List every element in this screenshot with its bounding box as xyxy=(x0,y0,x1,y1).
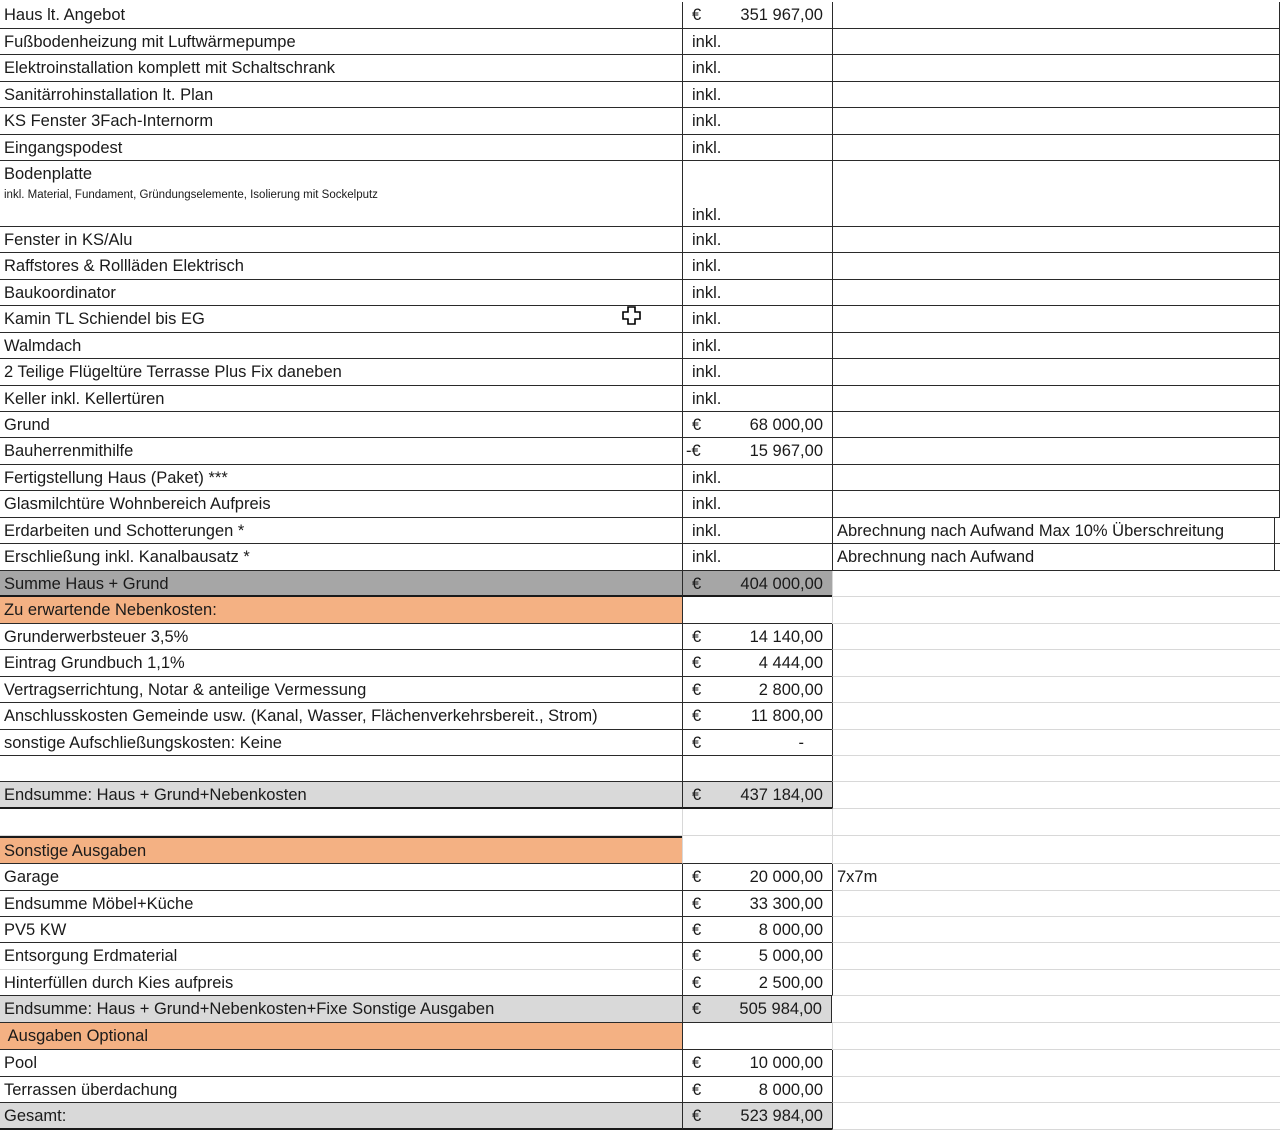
currency-cell[interactable]: € xyxy=(682,970,712,996)
note-cell[interactable] xyxy=(832,624,1280,650)
label-cell[interactable]: Glasmilchtüre Wohnbereich Aufpreis xyxy=(4,495,271,513)
label-cell[interactable]: Elektroinstallation komplett mit Schaltschrank xyxy=(4,59,336,77)
amount-cell[interactable] xyxy=(682,756,832,782)
table-row xyxy=(0,253,1280,280)
table-row xyxy=(0,29,1280,55)
amount-cell[interactable]: 14 140,00 xyxy=(712,624,832,650)
amount-cell[interactable]: inkl. xyxy=(682,491,832,517)
table-row xyxy=(0,108,1280,135)
section-header-row xyxy=(0,1023,1280,1050)
note-cell[interactable]: 7x7m xyxy=(832,864,1280,891)
table-row xyxy=(0,677,1280,703)
amount-cell[interactable]: 11 800,00 xyxy=(712,703,832,730)
note-cell[interactable]: Abrechnung nach Aufwand xyxy=(832,544,1275,570)
note-cell[interactable] xyxy=(832,2,1280,28)
note-cell[interactable] xyxy=(832,917,1280,943)
label-cell[interactable]: Fußbodenheizung mit Luftwärmepumpe xyxy=(4,33,296,51)
empty-row xyxy=(0,809,1280,836)
empty-row xyxy=(0,756,1280,782)
excel-cross-cursor-icon xyxy=(621,305,643,327)
label-cell[interactable] xyxy=(0,809,682,836)
amount-cell[interactable]: inkl. xyxy=(682,386,832,411)
note-cell[interactable] xyxy=(832,253,1280,279)
table-row xyxy=(0,227,1280,253)
label-cell[interactable]: Erdarbeiten und Schotterungen * xyxy=(4,522,245,540)
note-cell[interactable] xyxy=(832,756,1280,782)
note-cell[interactable] xyxy=(832,891,1280,917)
note-cell[interactable] xyxy=(832,597,1280,624)
note-cell[interactable] xyxy=(832,1023,1280,1050)
label-subtext: inkl. Material, Fundament, Gründungselemente, Isolierung mit Sockelputz xyxy=(4,189,378,201)
table-row xyxy=(0,703,1280,730)
amount-cell[interactable]: inkl. xyxy=(682,82,832,107)
note-cell[interactable] xyxy=(832,1077,1280,1103)
amount-cell[interactable] xyxy=(682,809,832,836)
amount-cell[interactable]: inkl. xyxy=(682,306,832,332)
note-cell[interactable] xyxy=(832,359,1280,385)
table-row xyxy=(0,280,1280,306)
note-cell[interactable] xyxy=(832,280,1280,305)
table-row xyxy=(0,730,1280,756)
note-cell[interactable] xyxy=(832,730,1280,756)
amount-cell[interactable]: 20 000,00 xyxy=(712,864,832,891)
amount-cell[interactable]: 15 967,00 xyxy=(749,442,823,460)
note-cell[interactable] xyxy=(832,386,1280,411)
label-cell[interactable]: Endsumme: Haus + Grund+Nebenkosten xyxy=(0,782,682,809)
label-cell[interactable]: Terrassen überdachung xyxy=(0,1077,682,1103)
table-row xyxy=(0,55,1280,82)
note-cell[interactable] xyxy=(832,491,1280,517)
table-row xyxy=(0,2,1280,29)
note-cell[interactable] xyxy=(832,1103,1280,1130)
amount-cell[interactable]: inkl. xyxy=(682,465,832,490)
table-row xyxy=(0,1050,1280,1077)
label-cell[interactable]: Walmdach xyxy=(4,337,82,355)
note-cell[interactable] xyxy=(832,161,1280,226)
note-cell[interactable] xyxy=(832,227,1280,252)
amount-cell[interactable]: 4 444,00 xyxy=(712,650,832,677)
table-row xyxy=(0,359,1280,386)
label-text: Bodenplatte xyxy=(4,165,93,183)
note-cell[interactable] xyxy=(832,703,1280,730)
amount-text: inkl. xyxy=(692,206,722,224)
currency-cell[interactable]: -€ xyxy=(682,438,712,464)
label-cell[interactable] xyxy=(0,756,682,782)
amount-cell[interactable] xyxy=(682,1023,832,1050)
amount-cell[interactable]: inkl. xyxy=(682,55,832,81)
label-cell[interactable]: Vertragserrichtung, Notar & anteilige Vermessung xyxy=(0,677,682,703)
label-cell[interactable]: Haus lt. Angebot xyxy=(4,6,126,24)
currency-cell[interactable]: € xyxy=(682,891,712,917)
amount-cell[interactable]: 523 984,00 xyxy=(712,1103,832,1130)
table-row xyxy=(0,518,1280,544)
label-cell[interactable]: Baukoordinator xyxy=(4,284,116,302)
table-row xyxy=(0,970,1280,996)
label-cell[interactable]: 2 Teilige Flügeltüre Terrasse Plus Fix daneben xyxy=(4,363,342,381)
amount-cell[interactable]: inkl. xyxy=(682,227,832,252)
amount-cell[interactable]: 2 800,00 xyxy=(712,677,832,703)
label-cell[interactable]: Eingangspodest xyxy=(4,139,123,157)
note-cell[interactable] xyxy=(832,571,1280,597)
note-cell[interactable] xyxy=(832,108,1280,134)
amount-cell[interactable]: 404 000,00 xyxy=(712,571,832,597)
table-row xyxy=(0,135,1280,161)
note-cell[interactable] xyxy=(832,943,1280,970)
currency-cell[interactable]: € xyxy=(682,703,712,730)
currency-cell[interactable]: € xyxy=(682,996,712,1023)
label-cell[interactable] xyxy=(0,161,682,226)
currency-cell[interactable]: € xyxy=(682,571,712,597)
label-cell[interactable]: Eintrag Grundbuch 1,1% xyxy=(0,650,682,677)
amount-cell[interactable]: 2 500,00 xyxy=(712,970,832,996)
table-row xyxy=(0,917,1280,943)
label-cell[interactable]: Hinterfüllen durch Kies aufpreis xyxy=(0,970,682,996)
label-cell[interactable]: sonstige Aufschließungskosten: Keine xyxy=(0,730,682,756)
table-row xyxy=(0,891,1280,917)
label-cell[interactable]: Anschlusskosten Gemeinde usw. (Kanal, Wasser, Flächenverkehrsbereit., Strom) xyxy=(0,703,682,730)
amount-cell[interactable]: inkl. xyxy=(682,108,832,134)
table-row xyxy=(0,386,1280,412)
section-header[interactable]: Sonstige Ausgaben xyxy=(0,836,682,864)
note-cell[interactable] xyxy=(832,465,1280,490)
currency-cell[interactable]: € xyxy=(682,730,712,756)
currency-cell[interactable]: € xyxy=(682,1103,712,1130)
amount-cell[interactable]: inkl. xyxy=(682,29,832,54)
table-row xyxy=(0,864,1280,891)
table-row xyxy=(0,412,1280,438)
note-cell[interactable] xyxy=(832,55,1280,81)
table-row xyxy=(0,1077,1280,1103)
note-cell[interactable] xyxy=(832,135,1280,160)
label-cell[interactable]: Endsumme Möbel+Küche xyxy=(0,891,682,917)
table-row xyxy=(0,650,1280,677)
label-cell[interactable]: Endsumme: Haus + Grund+Nebenkosten+Fixe Sonstige Ausgaben xyxy=(0,996,682,1023)
label-cell[interactable]: Garage xyxy=(0,864,682,891)
table-row xyxy=(0,333,1280,359)
label-cell[interactable]: Pool xyxy=(0,1050,682,1077)
currency-cell[interactable]: € xyxy=(682,2,712,28)
label-cell[interactable]: Sanitärrohinstallation lt. Plan xyxy=(4,86,214,104)
note-cell[interactable] xyxy=(832,29,1280,54)
amount-cell[interactable]: - xyxy=(712,730,832,756)
amount-cell[interactable]: 437 184,00 xyxy=(712,782,832,809)
table-row xyxy=(0,161,1280,227)
label-cell[interactable]: PV5 KW xyxy=(0,917,682,943)
table-row xyxy=(0,465,1280,491)
note-cell[interactable] xyxy=(832,306,1280,332)
note-cell[interactable] xyxy=(832,836,1280,864)
amount-cell[interactable]: 10 000,00 xyxy=(712,1050,832,1077)
note-cell[interactable] xyxy=(832,333,1280,358)
label-cell[interactable]: Fertigstellung Haus (Paket) *** xyxy=(4,469,228,487)
label-cell[interactable]: Grund xyxy=(4,416,50,434)
currency-cell[interactable]: € xyxy=(682,943,712,970)
amount-cell[interactable]: inkl. xyxy=(682,280,832,305)
total-row xyxy=(0,782,1280,809)
currency-cell[interactable]: € xyxy=(682,677,712,703)
section-header[interactable]: Ausgaben Optional xyxy=(0,1023,682,1050)
currency-cell[interactable]: € xyxy=(682,650,712,677)
label-cell[interactable]: Gesamt: xyxy=(0,1103,682,1130)
amount-cell[interactable]: inkl. xyxy=(682,253,832,279)
total-row xyxy=(0,996,1280,1023)
label-cell[interactable]: Entsorgung Erdmaterial xyxy=(0,943,682,970)
currency-cell[interactable]: € xyxy=(682,782,712,809)
amount-cell[interactable]: 33 300,00 xyxy=(712,891,832,917)
amount-cell[interactable]: 5 000,00 xyxy=(712,943,832,970)
amount-cell[interactable]: inkl. xyxy=(682,518,832,543)
label-cell[interactable]: Fenster in KS/Alu xyxy=(4,231,133,249)
label-cell[interactable]: KS Fenster 3Fach-Internorm xyxy=(4,112,214,130)
note-cell[interactable] xyxy=(832,782,1280,809)
amount-cell[interactable]: inkl. xyxy=(682,544,832,570)
table-row xyxy=(0,491,1280,518)
note-cell[interactable] xyxy=(832,970,1280,996)
amount-cell[interactable] xyxy=(682,161,832,226)
table-row xyxy=(0,544,1280,571)
table-row xyxy=(0,624,1280,650)
total-row xyxy=(0,571,1280,597)
currency-cell[interactable]: € xyxy=(682,864,712,891)
amount-cell[interactable]: 505 984,00 xyxy=(712,996,832,1023)
currency-cell[interactable]: € xyxy=(682,1077,712,1103)
amount-cell[interactable] xyxy=(682,597,832,624)
note-cell[interactable] xyxy=(832,82,1280,107)
note-cell[interactable] xyxy=(832,677,1280,703)
total-row xyxy=(0,1103,1280,1130)
label-cell[interactable]: Erschließung inkl. Kanalbausatz * xyxy=(4,548,250,566)
amount-cell[interactable]: inkl. xyxy=(682,333,832,358)
note-cell[interactable] xyxy=(832,1050,1280,1077)
label-cell[interactable]: Bauherrenmithilfe xyxy=(4,442,134,460)
note-cell[interactable]: Abrechnung nach Aufwand Max 10% Überschreitung xyxy=(832,518,1275,543)
table-row xyxy=(0,438,1280,465)
note-cell[interactable] xyxy=(832,650,1280,677)
currency-cell[interactable]: € xyxy=(682,624,712,650)
label-cell[interactable]: Grunderwerbsteuer 3,5% xyxy=(0,624,682,650)
currency-cell[interactable]: € xyxy=(682,917,712,943)
currency-cell[interactable]: € xyxy=(682,412,712,437)
note-cell[interactable] xyxy=(832,412,1280,437)
table-row xyxy=(0,82,1280,108)
amount-cell[interactable]: 351 967,00 xyxy=(740,6,823,24)
note-cell[interactable] xyxy=(832,809,1280,836)
amount-cell[interactable]: 8 000,00 xyxy=(712,917,832,943)
amount-cell[interactable] xyxy=(682,836,832,864)
label-cell[interactable]: Raffstores & Rollläden Elektrisch xyxy=(4,257,244,275)
note-cell[interactable] xyxy=(832,438,1280,464)
amount-cell[interactable]: inkl. xyxy=(682,135,832,160)
amount-cell[interactable]: 8 000,00 xyxy=(712,1077,832,1103)
label-cell[interactable]: Summe Haus + Grund xyxy=(0,571,682,597)
section-header[interactable]: Zu erwartende Nebenkosten: xyxy=(0,597,682,624)
section-header-row xyxy=(0,597,1280,624)
currency-cell[interactable]: € xyxy=(682,1050,712,1077)
amount-cell[interactable]: 68 000,00 xyxy=(749,416,823,434)
note-cell[interactable] xyxy=(832,996,1280,1023)
table-row xyxy=(0,943,1280,970)
section-header-row xyxy=(0,836,1280,864)
amount-cell[interactable]: inkl. xyxy=(682,359,832,385)
label-cell[interactable]: Keller inkl. Kellertüren xyxy=(4,390,165,408)
label-cell[interactable]: Kamin TL Schiendel bis EG xyxy=(4,310,205,328)
